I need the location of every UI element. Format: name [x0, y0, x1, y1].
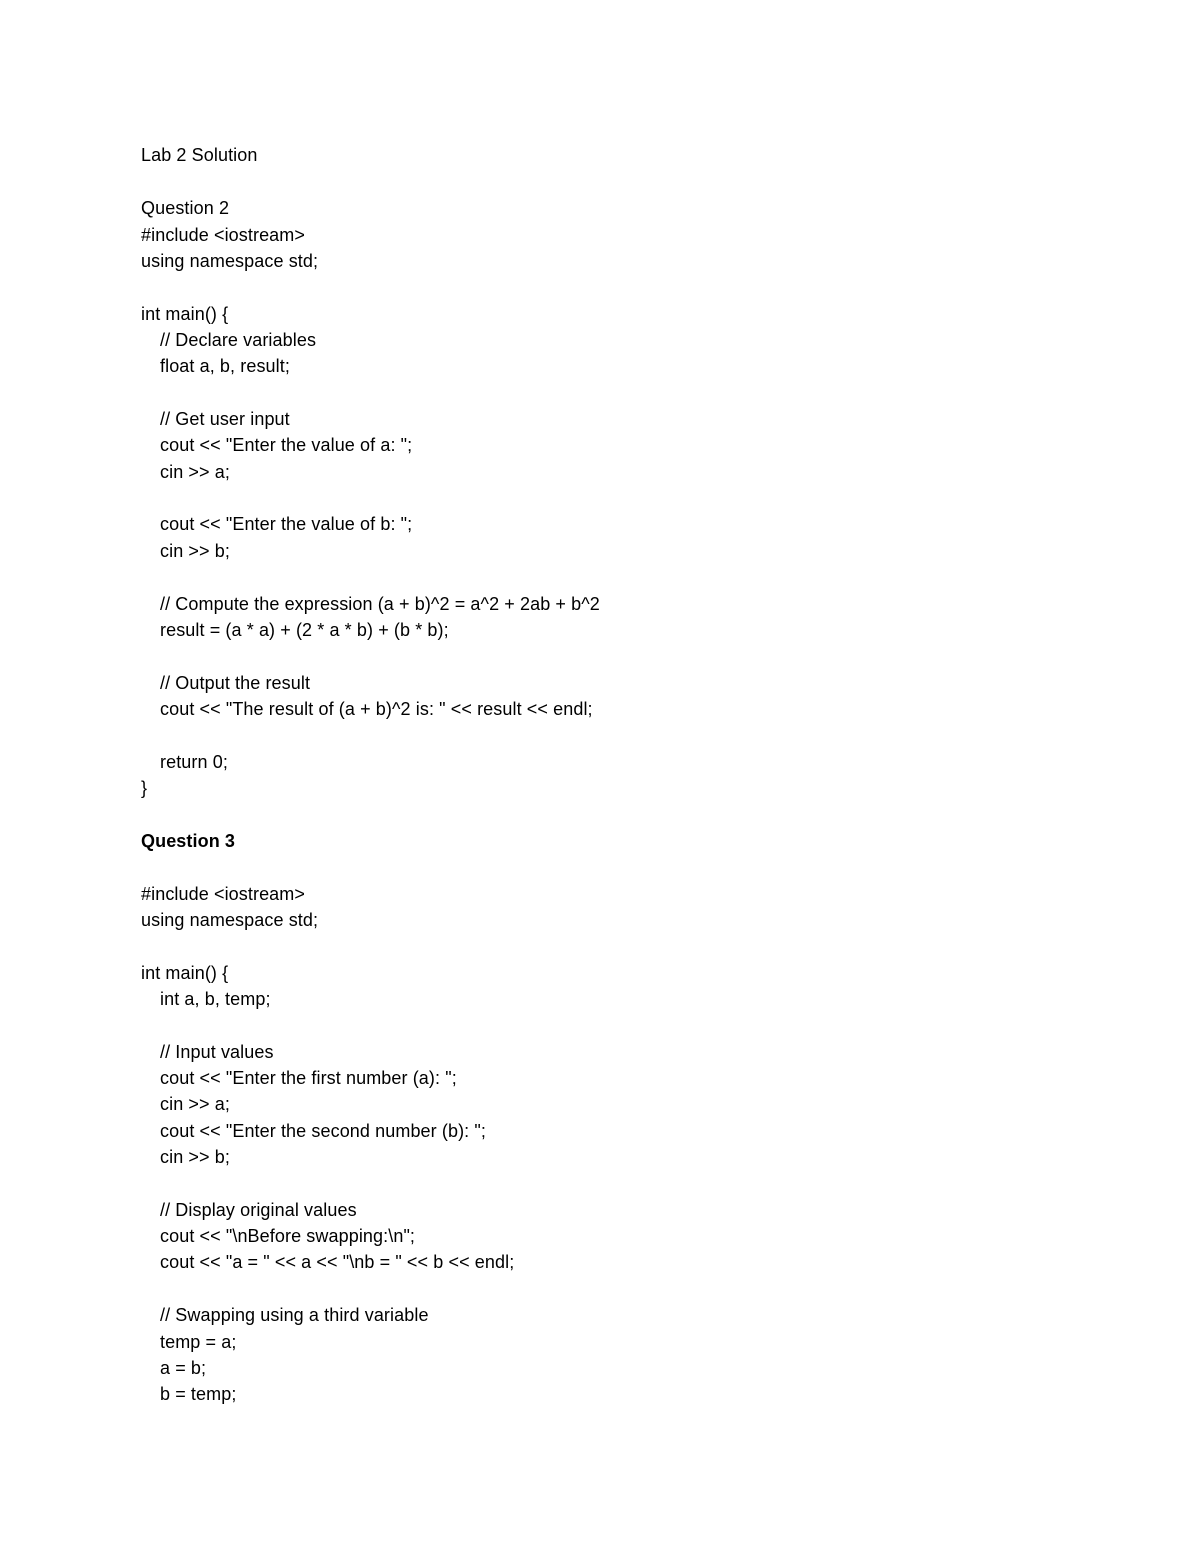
- code-line: float a, b, result;: [160, 356, 290, 376]
- code-line: cin >> b;: [160, 541, 230, 561]
- code-comment: // Input values: [160, 1042, 274, 1062]
- question-3-heading: Question 3: [141, 831, 236, 851]
- code-comment: // Swapping using a third variable: [160, 1305, 429, 1325]
- code-comment: // Get user input: [160, 409, 290, 429]
- code-line: a = b;: [160, 1358, 207, 1378]
- question-2-heading: Question 2: [141, 198, 230, 218]
- code-line: #include <iostream>: [141, 225, 305, 245]
- code-comment: // Display original values: [160, 1200, 357, 1220]
- code-line: cout << "Enter the first number (a): ";: [160, 1068, 457, 1088]
- code-line: int a, b, temp;: [160, 989, 271, 1009]
- code-line: int main() {: [141, 304, 229, 324]
- code-line: cout << "Enter the value of a: ";: [160, 435, 413, 455]
- code-line: cin >> a;: [160, 462, 230, 482]
- document-title: Lab 2 Solution: [141, 145, 258, 165]
- code-line: int main() {: [141, 963, 229, 983]
- code-line: cout << "The result of (a + b)^2 is: " << result << endl;: [160, 699, 593, 719]
- code-line: cin >> a;: [160, 1094, 230, 1114]
- code-line: b = temp;: [160, 1384, 237, 1404]
- code-line: }: [141, 778, 148, 798]
- code-line: using namespace std;: [141, 251, 319, 271]
- code-line: result = (a * a) + (2 * a * b) + (b * b);: [160, 620, 449, 640]
- code-line: cout << "Enter the value of b: ";: [160, 514, 413, 534]
- code-line: cout << "a = " << a << "\nb = " << b << endl;: [160, 1252, 515, 1272]
- code-line: #include <iostream>: [141, 884, 305, 904]
- code-comment: // Output the result: [160, 673, 311, 693]
- code-line: cout << "\nBefore swapping:\n";: [160, 1226, 416, 1246]
- code-line: temp = a;: [160, 1332, 237, 1352]
- code-line: cout << "Enter the second number (b): ";: [160, 1121, 486, 1141]
- code-line: using namespace std;: [141, 910, 319, 930]
- code-line: cin >> b;: [160, 1147, 230, 1167]
- code-line: return 0;: [160, 752, 228, 772]
- code-comment: // Declare variables: [160, 330, 317, 350]
- code-comment: // Compute the expression (a + b)^2 = a^2 + 2ab + b^2: [160, 594, 600, 614]
